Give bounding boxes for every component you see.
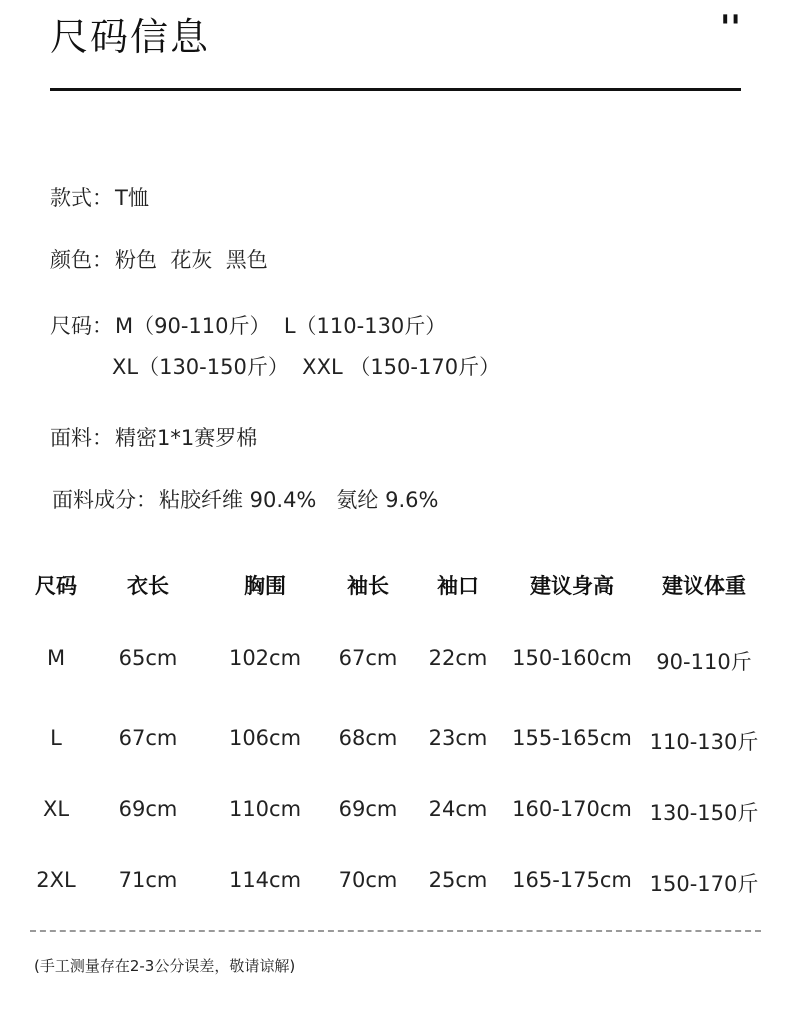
info-composition-label: 面料成分： — [52, 488, 157, 512]
info-colors-label: 颜色： — [50, 248, 113, 272]
page-title: 尺码信息 — [50, 15, 211, 59]
info-sizes-label: 尺码： — [50, 314, 113, 338]
table-header-height: 建议身高 — [530, 574, 614, 598]
info-composition — [52, 484, 438, 514]
dashed-divider — [30, 930, 761, 932]
table-header-sleeve-length: 袖长 — [347, 574, 389, 598]
table-cell-sleeve-length: 67cm — [338, 646, 398, 670]
title-divider — [50, 88, 741, 91]
table-header-chest: 胸围 — [244, 574, 286, 598]
table-cell-sleeve-length: 70cm — [338, 868, 398, 892]
info-sizes-line2: XL（130-150斤） XXL （150-170斤） — [112, 355, 501, 379]
table-cell-sleeve-length: 68cm — [338, 726, 398, 750]
table-cell-cuff: 22cm — [428, 646, 488, 670]
table-cell-size: L — [50, 726, 62, 750]
table-header-cuff: 袖口 — [437, 574, 479, 598]
table-cell-weight: 90-110斤 — [656, 650, 752, 674]
table-cell-sleeve-length: 69cm — [338, 797, 398, 821]
table-cell-chest: 102cm — [228, 646, 302, 670]
size-table — [0, 560, 790, 910]
table-cell-length: 67cm — [118, 726, 178, 750]
measurement-footnote: (手工测量存在2-3公分误差，敬请谅解) — [34, 957, 296, 975]
table-cell-length: 71cm — [118, 868, 178, 892]
quote-mark-icon: '' — [720, 8, 741, 48]
table-cell-chest: 110cm — [228, 797, 302, 821]
table-cell-length: 65cm — [118, 646, 178, 670]
table-cell-size: 2XL — [36, 868, 76, 892]
table-cell-cuff: 25cm — [428, 868, 488, 892]
table-header-weight: 建议体重 — [662, 574, 746, 598]
info-fabric — [50, 422, 257, 452]
table-cell-cuff: 23cm — [428, 726, 488, 750]
table-cell-weight: 130-150斤 — [649, 801, 759, 825]
table-cell-height: 165-175cm — [512, 868, 632, 892]
table-cell-size: M — [46, 646, 66, 670]
table-cell-weight: 150-170斤 — [649, 872, 759, 896]
table-header-size: 尺码 — [35, 574, 77, 598]
info-fabric-value: 精密1*1赛罗棉 — [115, 426, 258, 450]
table-header-length: 衣长 — [127, 574, 169, 598]
info-composition-value: 粘胶纤维 90.4% 氨纶 9.6% — [159, 488, 439, 512]
info-colors — [50, 244, 268, 274]
table-cell-chest: 106cm — [228, 726, 302, 750]
table-cell-size: XL — [42, 797, 70, 821]
table-cell-length: 69cm — [118, 797, 178, 821]
info-sizes — [50, 310, 446, 340]
table-cell-chest: 114cm — [228, 868, 302, 892]
info-style-value: T恤 — [115, 186, 149, 210]
info-colors-value: 粉色 花灰 黑色 — [115, 248, 268, 272]
table-cell-height: 150-160cm — [512, 646, 632, 670]
table-cell-height: 155-165cm — [512, 726, 632, 750]
info-style — [50, 182, 149, 212]
info-style-label: 款式： — [50, 186, 113, 210]
table-cell-weight: 110-130斤 — [649, 730, 759, 754]
info-fabric-label: 面料： — [50, 426, 113, 450]
table-cell-height: 160-170cm — [512, 797, 632, 821]
info-sizes-line1: M（90-110斤） L（110-130斤） — [115, 314, 447, 338]
table-cell-cuff: 24cm — [428, 797, 488, 821]
